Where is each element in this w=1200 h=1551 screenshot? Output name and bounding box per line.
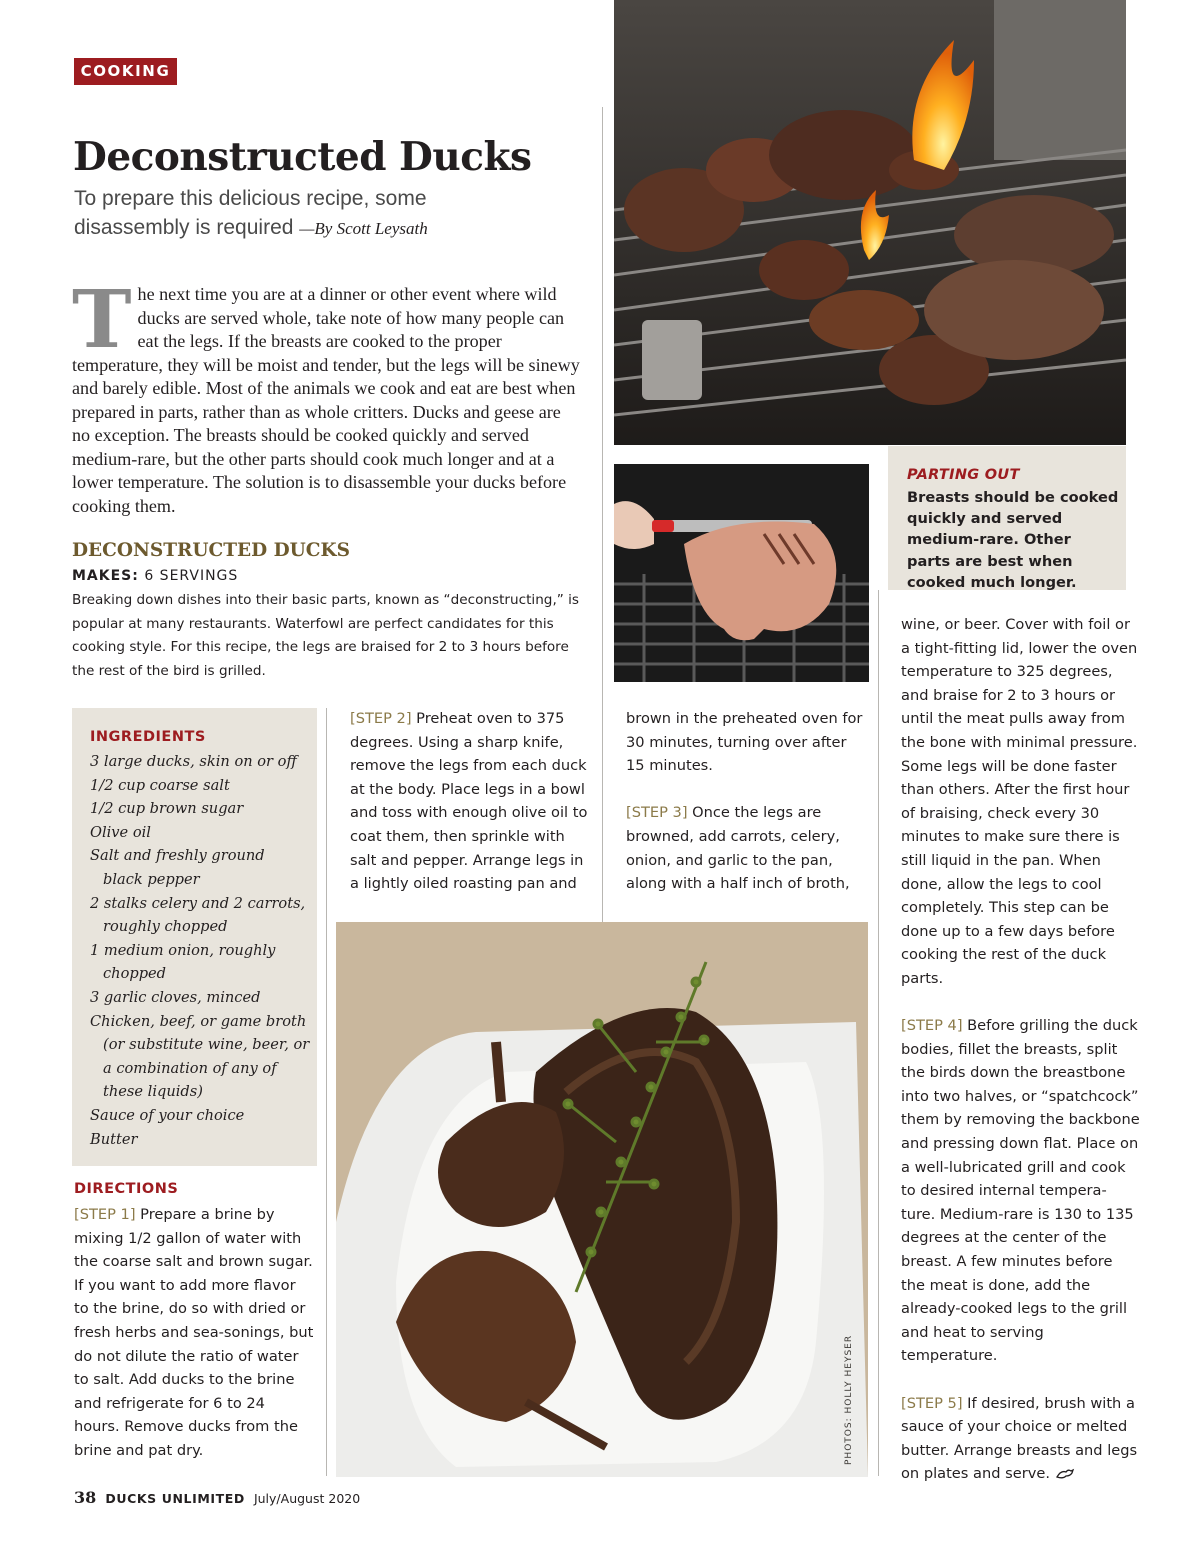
step-2 xyxy=(350,707,590,896)
grill-flames-image xyxy=(614,0,1126,445)
step-3-text: Once the legs are browned, add carrots, celery, onion, and garlic to the pan, along with a half inch of broth, xyxy=(626,804,850,893)
step-1-label: [STEP 1] xyxy=(74,1206,136,1223)
intro-paragraph xyxy=(72,272,580,518)
recipe-title: DECONSTRUCTED DUCKS xyxy=(72,540,350,561)
ingredient-item: Sauce of your choice xyxy=(90,1106,245,1124)
step-3-continued: wine, or beer. Cover with foil or a tight-fitting lid, lower the oven temperature to 325 degrees, and braise for 2 to 3 hours or until the meat pulls away from the bone with minimal pressure. Some legs will be done faster than others. After the first hour of braising, check every 30 minutes to make sure there is still liquid in the pan. When done, allow the legs to cool completely. This step can be done up to a few days before cooking the rest of the duck parts. xyxy=(901,616,1138,987)
ingredient-item: Butter xyxy=(90,1130,138,1148)
step-3-label: [STEP 3] xyxy=(626,804,688,822)
ingredient-item: chopped xyxy=(103,965,167,983)
ingredient-item: Chicken, beef, or game broth xyxy=(90,1012,307,1030)
page-number: 38 xyxy=(74,1488,97,1507)
ingredient-item: a combination of any of xyxy=(103,1059,277,1077)
ingredient-item: (or substitute wine, beer, or xyxy=(103,1036,310,1054)
duck-on-tongs-image xyxy=(614,464,869,682)
step-4 xyxy=(901,1014,1141,1368)
callout-label: PARTING OUT xyxy=(907,467,1020,483)
step-1 xyxy=(74,1203,314,1463)
step-2-text: Preheat oven to 375 degrees. Using a sharp knife, remove the legs from each duck at the body. Place legs in a bowl and toss with enough olive oil to coat them, then sprinkle with salt and pepper. Arrange legs in a lightly oiled roasting pan and xyxy=(350,710,588,893)
page-footer xyxy=(74,1488,360,1507)
column-divider xyxy=(878,590,879,1476)
directions-heading: DIRECTIONS xyxy=(74,1181,179,1197)
ingredients-list xyxy=(90,750,312,1151)
intro-text: he next time you are at a dinner or other event where wild ducks are served whole, take note of how many people can eat the legs. If the breasts are cooked to the proper temperature, they will be moist and tender, but the legs will be sinewy and barely edible. Most of the animals we cook and eat are best when prepared in parts, rather than as whole critters. Ducks and geese are no exception. The breasts should be cooked quickly and served medium-rare, but the other parts should cook much longer and at a lower temperature. The solution is to disassemble your ducks before cooking them. xyxy=(72,284,580,516)
step-3-5-column xyxy=(901,613,1141,1486)
ingredient-item: 3 large ducks, skin on or off xyxy=(90,753,297,770)
grill-photo xyxy=(614,0,1126,445)
step-1-text: Prepare a brine by mixing 1/2 gallon of water with the coarse salt and brown sugar. If you want to add more flavor to the brine, do so with dried or fresh herbs and sea-sonings, but do not dilute the ratio of water to salt. Add ducks to the brine and refrigerate for 6 to 24 hours. Remove ducks from the brine and pat dry. xyxy=(74,1206,314,1459)
column-divider xyxy=(326,708,327,1476)
step-5-text: If desired, brush with a sauce of your choice or melted butter. Arrange breasts and legs on plates and serve. xyxy=(901,1394,1138,1483)
step-4-label: [STEP 4] xyxy=(901,1017,963,1035)
ingredient-item: roughly chopped xyxy=(103,918,228,936)
subtitle-text: To prepare this delicious recipe, some disassembly is required xyxy=(74,187,427,239)
ingredient-item: 1/2 cup coarse salt xyxy=(90,776,230,794)
ingredient-item: these liquids) xyxy=(103,1083,203,1101)
magazine-name: DUCKS UNLIMITED xyxy=(105,1491,245,1506)
ingredient-item: 1/2 cup brown sugar xyxy=(90,800,244,818)
article-title: Deconstructed Ducks xyxy=(73,134,532,180)
makes-value: 6 SERVINGS xyxy=(144,568,239,584)
plated-duck-photo xyxy=(336,922,868,1477)
step-3 xyxy=(626,801,866,895)
duck-end-mark-icon xyxy=(1055,1468,1075,1480)
step-2-continued: brown in the preheated oven for 30 minutes, turning over after 15 minutes. xyxy=(626,710,863,775)
plated-duck-image xyxy=(336,922,868,1477)
step-5 xyxy=(901,1392,1141,1486)
ingredient-item: black pepper xyxy=(103,870,200,888)
section-tag: COOKING xyxy=(74,58,177,85)
ingredients-heading: INGREDIENTS xyxy=(90,729,206,745)
step-2-3-column xyxy=(626,707,866,896)
byline: —By Scott Leysath xyxy=(299,219,428,238)
column-divider xyxy=(602,107,603,922)
ingredient-item: 2 stalks celery and 2 carrots, xyxy=(90,894,306,912)
tongs-photo xyxy=(614,464,869,682)
ingredient-item: 3 garlic cloves, minced xyxy=(90,988,261,1006)
step-4-text: Before grilling the duck bodies, fillet the breasts, split the birds down the breastbone into two halves, or “spatchcock” them by removing the backbone and pressing down flat. Place on a well-lubricated grill and cook to desired internal tempera-ture. Medium-rare is 130 to 135 degrees at the center of the breast. A few minutes before the meat is done, add the already-cooked legs to the grill and heat to serving temperature. xyxy=(901,1017,1140,1365)
drop-cap: T xyxy=(72,272,132,366)
ingredient-item: Salt and freshly ground xyxy=(90,847,265,865)
photo-credit: PHOTOS: HOLLY HEYSER xyxy=(844,1334,854,1465)
recipe-intro: Breaking down dishes into their basic parts, known as “deconstructing,” is popular at many restaurants. Waterfowl are perfect candidates for this cooking style. For this recipe, the legs are braised for 2 to 3 hours before the rest of the bird is grilled. xyxy=(72,592,579,680)
makes-label: MAKES: xyxy=(72,568,139,584)
issue-date: July/August 2020 xyxy=(253,1491,361,1506)
callout-text: Breasts should be cooked quickly and served medium-rare. Other parts are best when cooked much longer. xyxy=(907,489,1119,591)
ingredient-item: Olive oil xyxy=(90,823,151,841)
article-subtitle xyxy=(74,184,514,243)
recipe-yield xyxy=(72,568,238,584)
ingredient-item: 1 medium onion, roughly xyxy=(90,941,276,959)
step-5-label: [STEP 5] xyxy=(901,1394,963,1412)
step-2-label: [STEP 2] xyxy=(350,710,412,727)
